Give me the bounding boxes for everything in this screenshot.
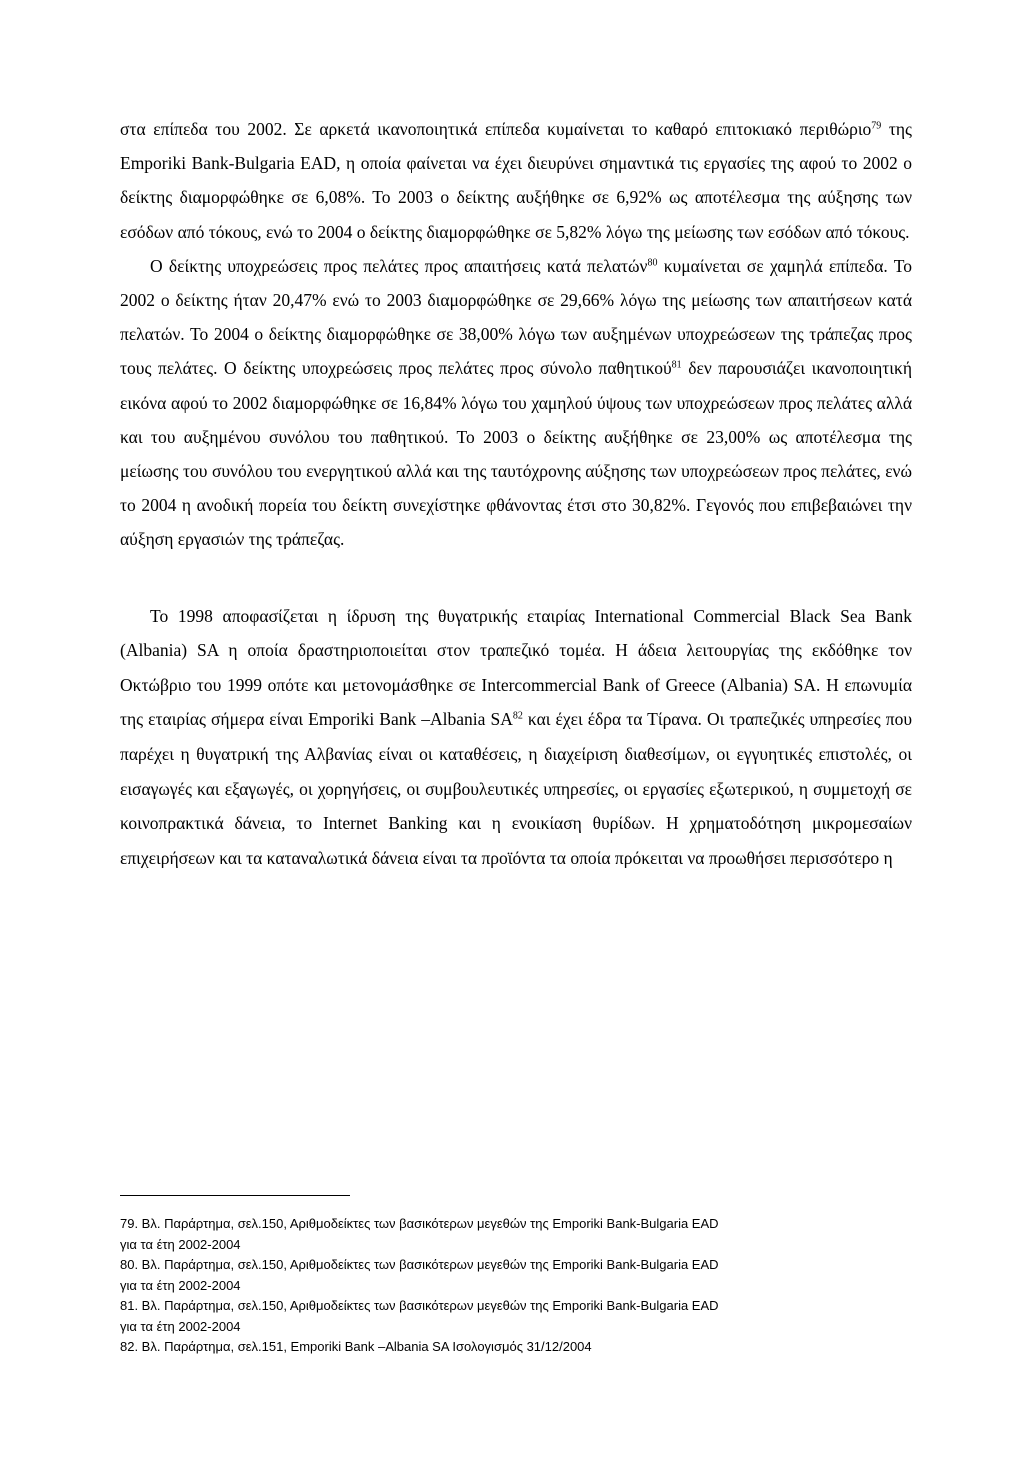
footnote-ref-80: 80 [647, 257, 658, 269]
paragraph-1 [120, 112, 912, 249]
paragraph-3-text-b: και έχει έδρα τα Τίρανα. Οι τραπεζικές υπηρεσίες που παρέχει η θυγατρική της Αλβανίας είναι οι καταθέσεις, η διαχείριση διαθεσίμων, οι εγγυητικές επιστολές, οι εισαγωγές και εξαγωγές, οι χορηγήσεις, οι συμβουλευτικές υπηρεσίες, οι εργασίες εξωτερικού, η συμμετοχή σε κοινοπρακτικά δάνεια, το Internet Banking και η ενοικίαση θυρίδων. Η χρηματοδότηση μικρομεσαίων επιχειρήσεων και τα καταναλωτικά δάνεια είναι τα προϊόντα τα οποία πρόκειται να προωθήσει περισσότερο η [120, 709, 912, 868]
paragraph-1-text-b: της Emporiki Bank-Bulgaria EAD, η οποία φαίνεται να έχει διευρύνει σημαντικά τις εργασίες της αφού το 2002 ο δείκτης διαμορφώθηκε σε 6,08%. Το 2003 ο δείκτης αυξήθηκε σε 6,92% ως αποτέλεσμα της αύξησης των εσόδων από τόκους, ενώ το 2004 ο δείκτης διαμορφώθηκε σε 5,82% λόγω της μείωσης των εσόδων από τόκους. [120, 119, 912, 242]
footnote-ref-82: 82 [512, 710, 523, 722]
paragraph-2-text-a: Ο δείκτης υποχρεώσεις προς πελάτες προς απαιτήσεις κατά πελατών [150, 255, 648, 276]
footnote-ref-81: 81 [671, 359, 682, 371]
footnote-ref-79: 79 [871, 120, 882, 132]
page-body [120, 112, 912, 893]
footnote-79-cont: για τα έτη 2002-2004 [120, 1236, 241, 1252]
footnote-80-cont: για τα έτη 2002-2004 [120, 1277, 241, 1293]
paragraph-2-text-c: δεν παρουσιάζει ικανοποιητική εικόνα αφού το 2002 διαμορφώθηκε σε 16,84% λόγω του χαμηλού ύψους των υποχρεώσεων προς πελάτες αλλά και του αυξημένου συνόλου του παθητικού. Το 2003 ο δείκτης αυξήθηκε σε 23,00% ως αποτέλεσμα της μείωσης του συνόλου του ενεργητικού αλλά και της ταυτόχρονης αύξησης των υποχρεώσεων προς πελάτες, ενώ το 2004 η ανοδική πορεία του δείκτη συνεχίστηκε φθάνοντας έτσι στο 30,82%. Γεγονός που επιβεβαιώνει την αύξηση εργασιών της τράπεζας. [120, 358, 912, 550]
footnote-separator [120, 1195, 350, 1196]
paragraph-2 [120, 249, 912, 557]
footnote-79: 79. Βλ. Παράρτημα, σελ.150, Αριθμοδείκτες των βασικότερων μεγεθών της Emporiki Bank-Bulgaria EAD [120, 1216, 719, 1231]
footnote-80: 80. Βλ. Παράρτημα, σελ.150, Αριθμοδείκτες των βασικότερων μεγεθών της Emporiki Bank-Bulgaria EAD [120, 1257, 719, 1272]
paragraph-1-text-a: στα επίπεδα του 2002. Σε αρκετά ικανοποιητικά επίπεδα κυμαίνεται το καθαρό επιτοκιακό περιθώριο [120, 119, 872, 139]
paragraph-2-text-b: κυμαίνεται σε χαμηλά επίπεδα. Το 2002 ο δείκτης ήταν 20,47% ενώ το 2003 διαμορφώθηκε σε 29,66% λόγω της μείωσης των απαιτήσεων κατά πελατών. Το 2004 ο δείκτης διαμορφώθηκε σε 38,00% λόγω των αυξημένων υποχρεώσεων της τράπεζας προς τους πελάτες. Ο δείκτης υποχρεώσεις προς πελάτες προς σύνολο παθητικού [120, 255, 912, 379]
footnotes [120, 1214, 920, 1358]
paragraph-3-text-a: Το 1998 αποφασίζεται η ίδρυση της θυγατρικής εταιρίας International Commercial Black Sea Bank (Albania) SA η οποία δραστηριοποιείται στον τραπεζικό τομέα. Η άδεια λειτουργίας της εκδόθηκε τον Οκτώβριο του 1999 οπότε και μετονομάσθηκε σε Intercommercial Bank of Greece (Albania) SA. Η επωνυμία της εταιρίας σήμερα είναι Emporiki Bank –Albania SA [120, 605, 912, 730]
footnote-82: 82. Βλ. Παράρτημα, σελ.151, Emporiki Bank –Albania SA Ισολογισμός 31/12/2004 [120, 1339, 592, 1354]
footnote-81-cont: για τα έτη 2002-2004 [120, 1318, 241, 1334]
footnote-81: 81. Βλ. Παράρτημα, σελ.150, Αριθμοδείκτες των βασικότερων μεγεθών της Emporiki Bank-Bulgaria EAD [120, 1298, 719, 1313]
paragraph-3 [120, 599, 912, 876]
